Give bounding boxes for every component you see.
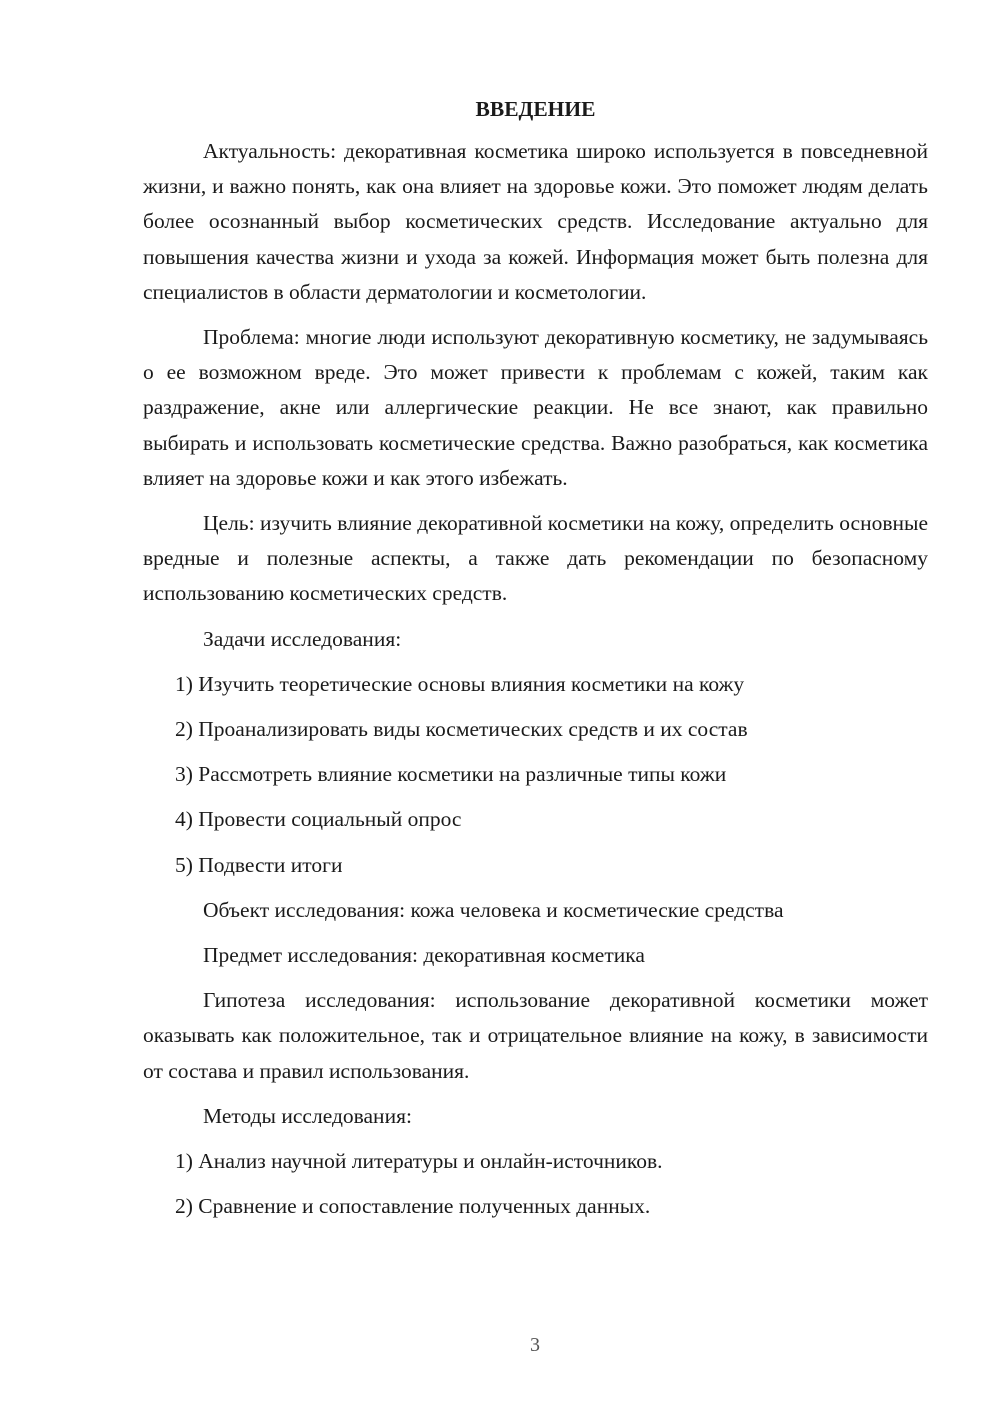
tasks-title: Задачи исследования: [203, 626, 402, 651]
task-item: 1) Изучить теоретические основы влияния косметики на кожу [175, 671, 745, 696]
subject-paragraph: Предмет исследования: декоративная косметика [203, 943, 645, 968]
task-item: 3) Рассмотреть влияние косметики на различные типы кожи [175, 762, 727, 787]
document-page [143, 92, 928, 1234]
method-item: 1) Анализ научной литературы и онлайн-источников. [175, 1149, 663, 1174]
problem-paragraph: Проблема: многие люди используют декоративную косметику, не задумываясь о ее возможном вреде. Это может привести к проблемам с кожей, таким как раздражение, акне или аллергические реакции. Не все знают, как правильно выбирать и использовать косметические средства. Важно разобраться, как косметика влияет на здоровье кожи и как этого избежать. [143, 325, 928, 490]
method-item: 2) Сравнение и сопоставление полученных данных. [175, 1194, 651, 1219]
hypothesis-paragraph: Гипотеза исследования: использование декоративной косметики может оказывать как положительное, так и отрицательное влияние на кожу, в зависимости от состава и правил использования. [143, 988, 928, 1083]
section-heading: ВВЕДЕНИЕ [475, 97, 596, 121]
relevance-paragraph: Актуальность: декоративная косметика широко используется в повседневной жизни, и важно понять, как она влияет на здоровье кожи. Это поможет людям делать более осознанный выбор косметических средств. Исследование актуально для повышения качества жизни и ухода за кожей. Информация может быть полезна для специалистов в области дерматологии и косметологии. [143, 139, 928, 304]
task-item: 4) Провести социальный опрос [175, 807, 462, 832]
task-item: 2) Проанализировать виды косметических средств и их состав [175, 717, 748, 742]
methods-title: Методы исследования: [203, 1103, 412, 1128]
goal-paragraph: Цель: изучить влияние декоративной косметики на кожу, определить основные вредные и полезные аспекты, а также дать рекомендации по безопасному использованию косметических средств. [143, 511, 928, 606]
page-number: 3 [530, 1334, 540, 1356]
object-paragraph: Объект исследования: кожа человека и косметические средства [203, 897, 784, 922]
task-item: 5) Подвести итоги [175, 852, 343, 877]
